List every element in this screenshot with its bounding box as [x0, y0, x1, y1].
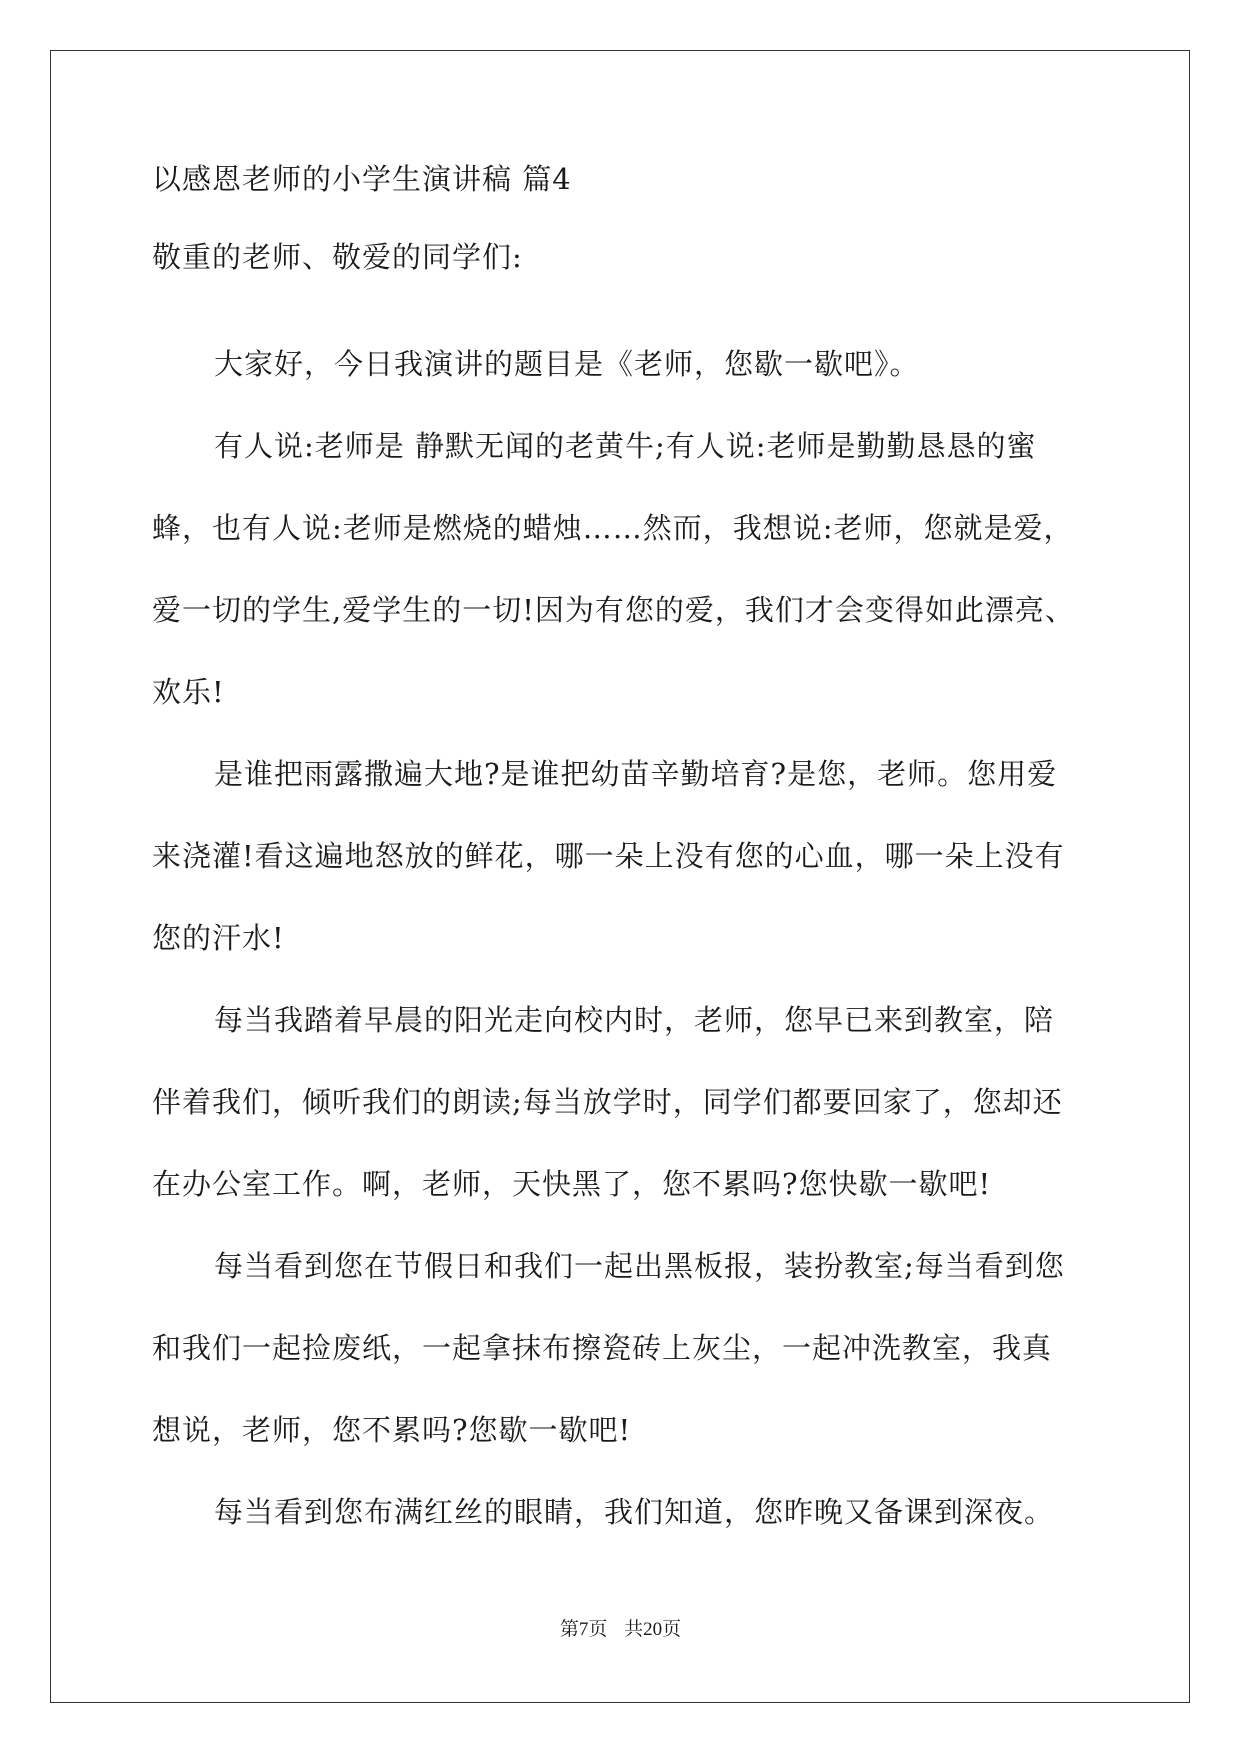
text-line: 您的汗水! — [152, 921, 285, 955]
document-title: 以感恩老师的小学生演讲稿 篇4 — [152, 162, 572, 196]
text-line: 蜂，也有人说:老师是燃烧的蜡烛……然而，我想说:老师，您就是爱， — [152, 511, 1074, 545]
text-line: 每当看到您布满红丝的眼睛，我们知道，您昨晚又备课到深夜。 — [214, 1495, 1055, 1529]
text-line: 爱一切的学生,爱学生的一切!因为有您的爱，我们才会变得如此漂亮、 — [152, 593, 1075, 627]
text-line: 是谁把雨露撒遍大地?是谁把幼苗辛勤培育?是您，老师。您用爱 — [214, 757, 1058, 791]
text-line: 想说，老师，您不累吗?您歇一歇吧! — [152, 1413, 632, 1447]
text-line: 每当我踏着早晨的阳光走向校内时，老师，您早已来到教室，陪 — [214, 1003, 1055, 1037]
page-footer — [0, 1614, 1241, 1641]
text-line: 大家好，今日我演讲的题目是《老师，您歇一歇吧》。 — [214, 347, 920, 381]
paragraph-lines — [152, 323, 1092, 1553]
page-total: 共20页 — [624, 1619, 682, 1640]
page-number: 第7页 — [559, 1619, 608, 1640]
salutation: 敬重的老师、敬爱的同学们: — [152, 240, 523, 274]
document-body — [152, 163, 1092, 1553]
text-line: 在办公室工作。啊，老师，天快黑了，您不累吗?您快歇一歇吧! — [152, 1167, 992, 1201]
text-line: 有人说:老师是 静默无闻的老黄牛;有人说:老师是勤勤恳恳的蜜 — [214, 429, 1037, 463]
text-line: 欢乐! — [152, 675, 225, 709]
text-line: 和我们一起捡废纸，一起拿抹布擦瓷砖上灰尘，一起冲洗教室，我真 — [152, 1331, 1053, 1365]
text-line: 来浇灌!看这遍地怒放的鲜花，哪一朵上没有您的心血，哪一朵上没有 — [152, 839, 1065, 873]
text-line: 伴着我们，倾听我们的朗读;每当放学时，同学们都要回家了，您却还 — [152, 1085, 1063, 1119]
text-line: 每当看到您在节假日和我们一起出黑板报，装扮教室;每当看到您 — [214, 1249, 1065, 1283]
